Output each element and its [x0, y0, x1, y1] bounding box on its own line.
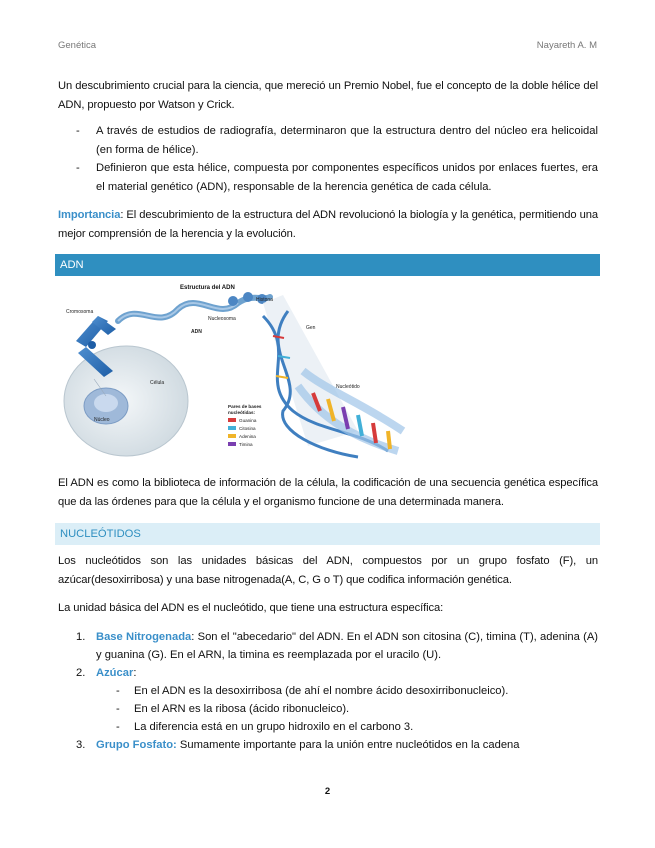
nucleotidos-paragraph-1: Los nucleótidos son las unidades básicas del ADN, compuestos por un grupo fosfato (F), un azúcar(desoxirribosa) y una base nitrogenada(A, C, G o T) que codifica información genética.: [58, 555, 598, 586]
base-pairs-legend: [228, 404, 262, 447]
label-nucleo: Núcleo: [94, 417, 110, 423]
nucleotide-structure-list: [58, 628, 598, 754]
legend-guanina: Guanina: [239, 418, 257, 423]
legend-title-line2: nucleótidas:: [228, 410, 256, 415]
section-heading-nucleotidos: NUCLEÓTIDOS: [55, 523, 600, 545]
label-celula: Célula: [150, 380, 165, 386]
page-header: [58, 40, 597, 51]
header-author: Nayareth A. M: [536, 40, 597, 51]
label-cromosoma: Cromosoma: [66, 309, 94, 315]
grupo-fosfato-label: Grupo Fosfato:: [96, 739, 177, 751]
azucar-label: Azúcar: [96, 667, 134, 679]
label-adn: ADN: [191, 329, 202, 335]
label-nucleotido: Nucleótido: [336, 384, 360, 390]
nucleotidos-paragraph-2: La unidad básica del ADN es el nucleótido, que tiene una estructura específica:: [58, 602, 444, 614]
list-item-base: [58, 628, 598, 664]
importance-text: : El descubrimiento de la estructura del ADN revolucionó la biología y la genética, permitiendo una mejor comprensión de la herencia y la evolución.: [58, 209, 598, 240]
importance-label: Importancia: [58, 209, 121, 221]
legend-timina: Timina: [239, 442, 253, 447]
sublist-item: - En el ARN es la ribosa (ácido ribonucleico).: [96, 700, 598, 718]
bullet-item: - A través de estudios de radiografía, determinaron que la estructura dentro del núcleo era helicoidal (en forma de hélice).: [58, 122, 598, 159]
sublist-item: - La diferencia está en un grupo hidroxilo en el carbono 3.: [96, 718, 598, 736]
sublist-item: - En el ADN es la desoxirribosa (de ahí el nombre ácido desoxirribonucleico).: [96, 682, 598, 700]
nucleolus-shape: [94, 394, 118, 412]
figure-title: Estructura del ADN: [180, 285, 235, 291]
label-histona: Histona: [256, 297, 273, 303]
legend-adenina: Adenina: [239, 434, 256, 439]
list-item-azucar: [58, 664, 598, 736]
legend-citosina: Citosina: [239, 426, 256, 431]
chromatin-coil: [118, 292, 270, 321]
azucar-sublist: [96, 682, 598, 736]
label-gen: Gen: [306, 325, 316, 331]
bullet-list: [58, 122, 598, 196]
header-subject: Genética: [58, 40, 97, 51]
label-nucleosoma: Nucleosoma: [208, 316, 236, 322]
list-item-fosfato: [58, 736, 598, 754]
intro-paragraph: Un descubrimiento crucial para la ciencia, que mereció un Premio Nobel, fue el concepto de la doble hélice del ADN, propuesto por Watson y Crick.: [58, 80, 598, 111]
azucar-text: :: [133, 667, 137, 679]
bullet-item: - Definieron que esta hélice, compuesta por componentes específicos unidos por enlaces fuertes, era el material genético (ADN), responsable de la herencia genética de cada célula.: [58, 159, 598, 196]
importance-paragraph: [58, 206, 598, 243]
list-number: 3.: [76, 739, 86, 751]
grupo-fosfato-text: Sumamente importante para la unión entre nucleótidos en la cadena: [176, 739, 520, 751]
base-nitrogenada-label: Base Nitrogenada: [96, 631, 192, 643]
page-number: 2: [324, 786, 331, 797]
base-nitrogenada-text: : Son el "abecedario" del ADN. En el ADN son citosina (C), timina (T), adenina (A) y guanina (G). En el ARN, la timina es reemplazada por el uracilo (U).: [96, 631, 599, 661]
dna-structure-figure: [58, 281, 438, 461]
list-number: 1.: [76, 631, 86, 643]
list-number: 2.: [76, 667, 86, 679]
section-heading-adn: ADN: [55, 254, 600, 276]
legend-title-line1: Pares de bases: [228, 404, 262, 409]
adn-paragraph: El ADN es como la biblioteca de información de la célula, la codificación de una secuencia genética específica que da las órdenes para que la célula y el organismo funcione de una determinada manera.: [58, 477, 598, 508]
